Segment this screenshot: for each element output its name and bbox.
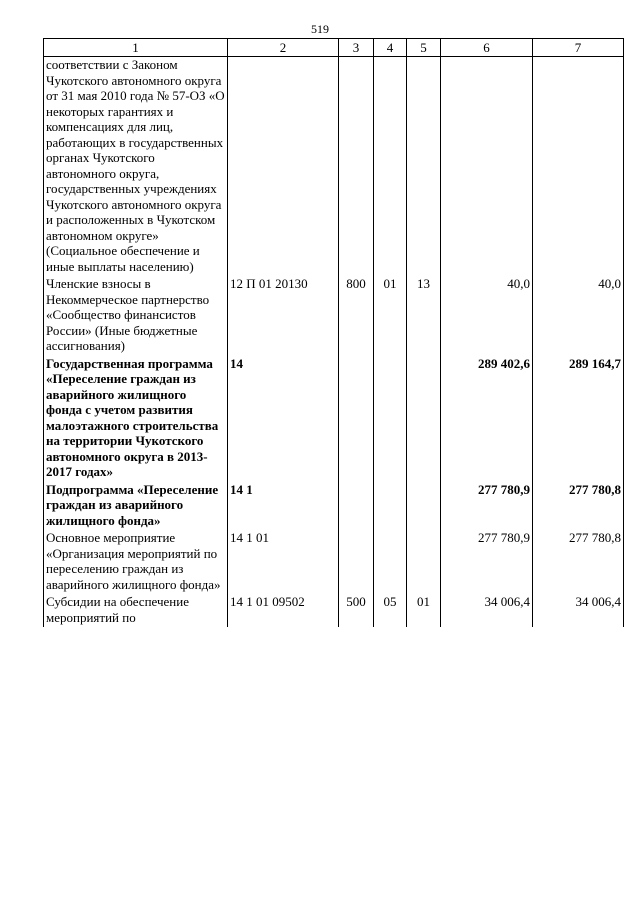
table-row: [44, 530, 624, 594]
table-row: [44, 356, 624, 482]
row-amount-7: 34 006,4: [533, 594, 624, 627]
row-amount-6: 289 402,6: [441, 356, 533, 482]
row-amount-6: [441, 57, 533, 277]
row-amount-7: 277 780,8: [533, 530, 624, 594]
row-code: 14 1 01: [228, 530, 339, 594]
row-col3: [339, 530, 374, 594]
row-amount-6: 277 780,9: [441, 530, 533, 594]
row-amount-6: 40,0: [441, 276, 533, 356]
row-code: 14: [228, 356, 339, 482]
row-amount-7: 40,0: [533, 276, 624, 356]
row-code: 14 1: [228, 482, 339, 531]
row-name: Членские взносы в Некоммерческое партнерство «Сообщество финансистов России» (Иные бюджетные ассигнования): [44, 276, 228, 356]
row-col4: [374, 482, 407, 531]
row-name: соответствии с Законом Чукотского автономного округа от 31 мая 2010 года № 57-ОЗ «О некоторых гарантиях и компенсациях для лиц, работающих в государственных органах Чукотского автономного округа, государственных учреждениях Чукотского автономного округа и расположенных в Чукотском автономном округе» (Социальное обеспечение и иные выплаты населению): [44, 57, 228, 277]
row-name: Государственная программа «Переселение граждан из аварийного жилищного фонда с учетом развития малоэтажного строительства на территории Чукотского автономного округа в 2013-2017 годах»: [44, 356, 228, 482]
row-col4: 05: [374, 594, 407, 627]
row-col5: [407, 57, 441, 277]
column-header-2: 2: [228, 39, 339, 57]
table-header-row: [44, 39, 624, 57]
row-col3: [339, 356, 374, 482]
row-amount-6: 277 780,9: [441, 482, 533, 531]
row-col5: [407, 530, 441, 594]
row-col3: 800: [339, 276, 374, 356]
row-col5: [407, 356, 441, 482]
row-code: 14 1 01 09502: [228, 594, 339, 627]
table-row: [44, 594, 624, 627]
column-header-1: 1: [44, 39, 228, 57]
page-number: 519: [311, 22, 329, 36]
row-col4: [374, 356, 407, 482]
table-row: [44, 57, 624, 277]
row-col4: [374, 530, 407, 594]
row-amount-7: 277 780,8: [533, 482, 624, 531]
row-amount-7: [533, 57, 624, 277]
column-header-4: 4: [374, 39, 407, 57]
row-col4: [374, 57, 407, 277]
row-code: 12 П 01 20130: [228, 276, 339, 356]
row-col5: [407, 482, 441, 531]
budget-table: [43, 38, 624, 627]
row-name: Основное мероприятие «Организация мероприятий по переселению граждан из аварийного жилищного фонда»: [44, 530, 228, 594]
row-name: Субсидии на обеспечение мероприятий по: [44, 594, 228, 627]
table-row: [44, 276, 624, 356]
table-row: [44, 482, 624, 531]
row-col3: [339, 482, 374, 531]
column-header-5: 5: [407, 39, 441, 57]
column-header-7: 7: [533, 39, 624, 57]
row-col4: 01: [374, 276, 407, 356]
row-col5: 01: [407, 594, 441, 627]
row-col5: 13: [407, 276, 441, 356]
row-amount-7: 289 164,7: [533, 356, 624, 482]
row-name: Подпрограмма «Переселение граждан из аварийного жилищного фонда»: [44, 482, 228, 531]
row-col3: [339, 57, 374, 277]
row-code: [228, 57, 339, 277]
row-col3: 500: [339, 594, 374, 627]
row-amount-6: 34 006,4: [441, 594, 533, 627]
column-header-6: 6: [441, 39, 533, 57]
column-header-3: 3: [339, 39, 374, 57]
